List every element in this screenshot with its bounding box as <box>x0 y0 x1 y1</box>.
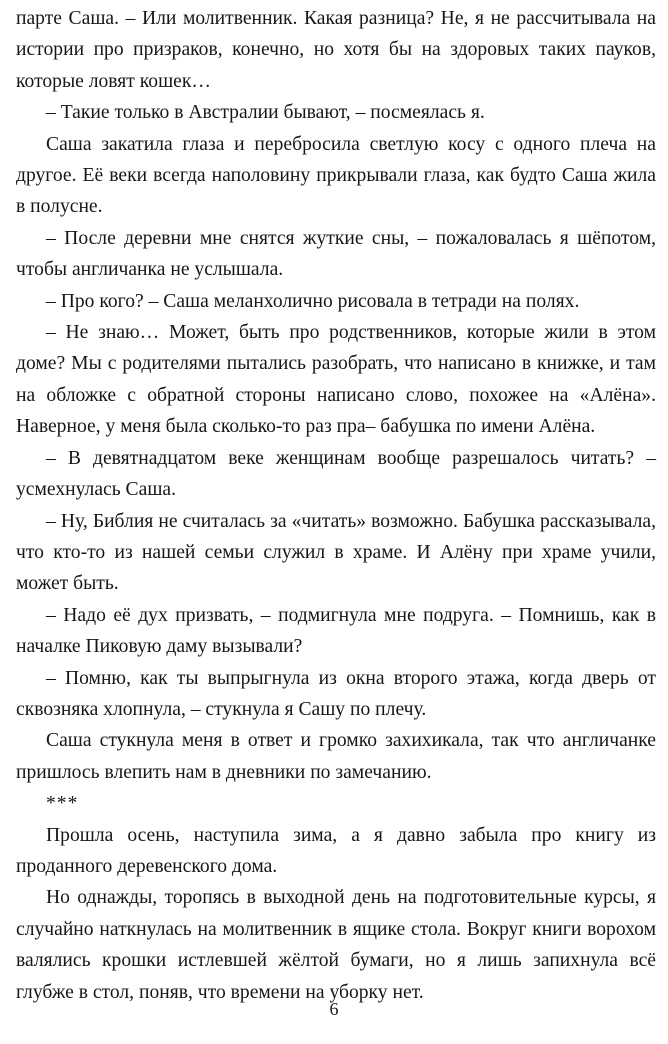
paragraph-4: – После деревни мне снятся жуткие сны, – пожаловалась я шёпотом, чтобы англичанка не услышала. <box>16 227 656 281</box>
page-text <box>16 3 656 1008</box>
paragraph-12: Прошла осень, наступила зима, а я давно забыла про книгу из проданного деревенского дома. <box>16 824 656 877</box>
paragraph-9: – Надо её дух призвать, – подмигнула мне подруга. – Помнишь, как в началке Пиковую даму вызывали? <box>16 604 656 658</box>
section-separator: *** <box>46 793 79 815</box>
paragraph-6: – Не знаю… Может, быть про родственников, которые жили в этом доме? Мы с родителями пытались разобрать, что написано в книжке, и там на обложке с обратной стороны написано слово, похожее на «Алёна». Наверное, у меня была сколько-то раз пра– бабушка по имени Алёна. <box>16 322 656 438</box>
paragraph-10: – Помню, как ты выпрыгнула из окна второго этажа, когда дверь от сквозняка хлопнула, – стукнула я Сашу по плечу. <box>16 667 656 720</box>
paragraph-5: – Про кого? – Саша меланхолично рисовала в тетради на полях. <box>46 290 580 312</box>
paragraph-8: – Ну, Библия не считалась за «читать» возможно. Бабушка рассказывала, что кто-то из нашей семьи служил в храме. И Алёну при храме учили, может быть. <box>16 510 656 595</box>
paragraph-2: – Такие только в Австралии бывают, – посмеялась я. <box>46 102 485 124</box>
paragraph-11: Саша стукнула меня в ответ и громко захихикала, так что англичанке пришлось влепить нам в дневники по замечанию. <box>16 730 656 783</box>
paragraph-1: парте Саша. – Или молитвенник. Какая разница? Не, я не рассчитывала на истории про призраков, конечно, но хотя бы на здоровых таких пауков, которые ловят кошек… <box>16 8 656 92</box>
paragraph-13: Но однажды, торопясь в выходной день на подготовительные курсы, я случайно наткнулась на молитвенник в ящике стола. Вокруг книги ворохом валялись крошки истлевшей жёлтой бумаги, но я лишь запихнула всё глубже в стол, поняв, что времени на уборку нет. <box>16 887 656 1003</box>
paragraph-3: Саша закатила глаза и перебросила светлую косу с одного плеча на другое. Её веки всегда наполовину прикрывали глаза, как будто Саша жила в полусне. <box>16 133 656 218</box>
page-number: 6 <box>329 999 339 1019</box>
paragraph-7: – В девятнадцатом веке женщинам вообще разрешалось читать? – усмехнулась Саша. <box>16 447 656 501</box>
